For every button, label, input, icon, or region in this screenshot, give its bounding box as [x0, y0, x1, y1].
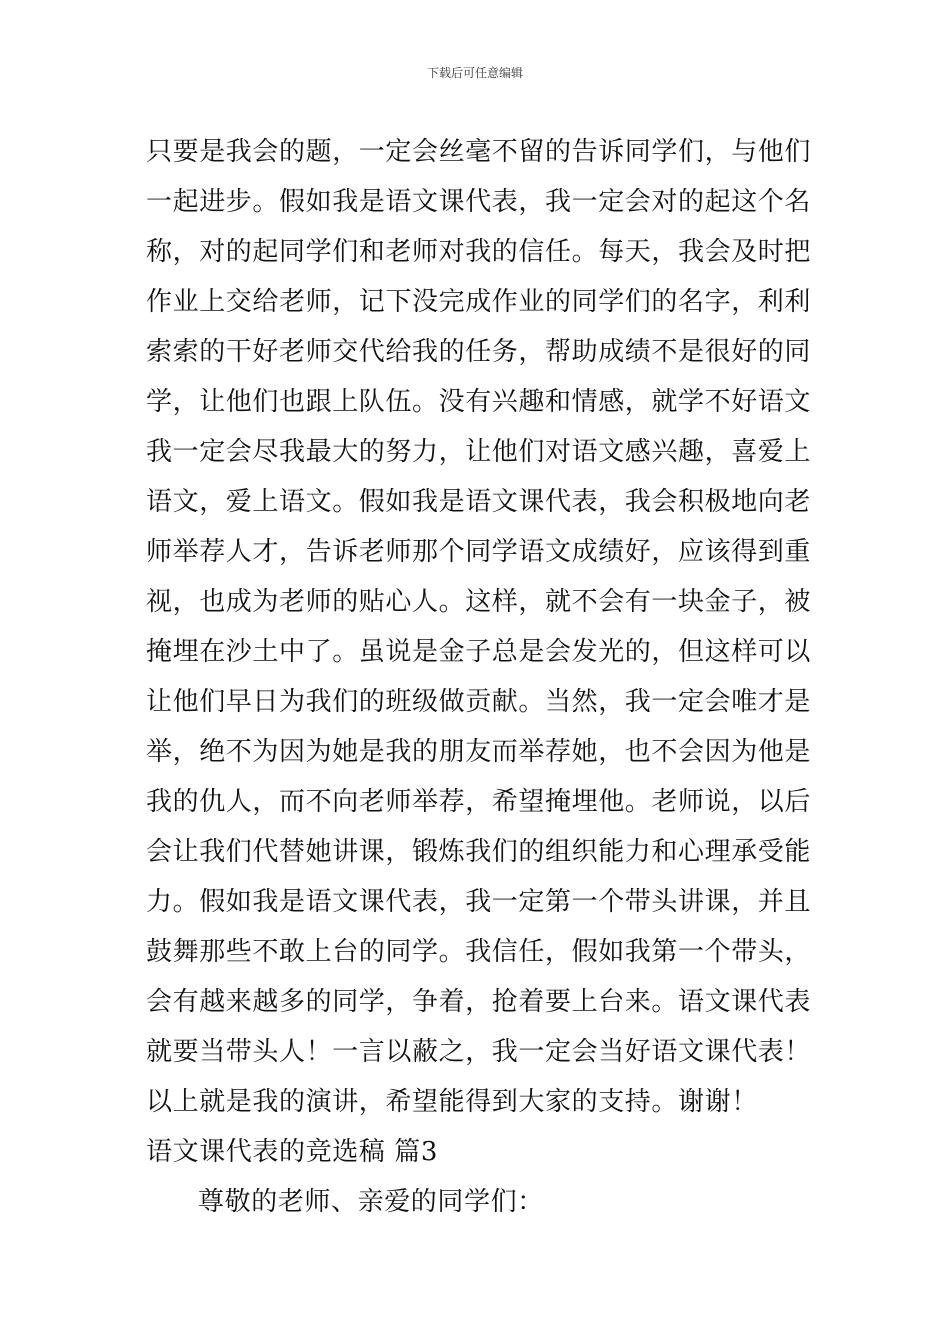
text-line-8: 语文，爱上语文。假如我是语文课代表，我会积极地向老	[146, 487, 812, 517]
text-line-18: 会有越来越多的同学，争着，抢着要上台来。语文课代表	[146, 987, 812, 1017]
text-line-4: 作业上交给老师，记下没完成作业的同学们的名字，利利	[146, 287, 812, 317]
text-line-2: 一起进步。假如我是语文课代表，我一定会对的起这个名	[146, 187, 812, 217]
text-line-5: 索索的干好老师交代给我的任务，帮助成绩不是很好的同	[146, 337, 812, 367]
salutation: 尊敬的老师、亲爱的同学们：	[198, 1187, 544, 1217]
text-line-14: 我的仇人，而不向老师举荐，希望掩埋他。老师说，以后	[146, 787, 812, 817]
text-line-13: 举，绝不为因为她是我的朋友而举荐她，也不会因为他是	[146, 737, 812, 767]
text-line-17: 鼓舞那些不敢上台的同学。我信任，假如我第一个带头，	[146, 937, 812, 967]
document-body	[146, 127, 811, 1227]
text-line-11: 掩埋在沙土中了。虽说是金子总是会发光的，但这样可以	[146, 637, 812, 667]
text-line-9: 师举荐人才，告诉老师那个同学语文成绩好，应该得到重	[146, 537, 812, 567]
text-line-16: 力。假如我是语文课代表，我一定第一个带头讲课，并且	[146, 887, 812, 917]
text-line-15: 会让我们代替她讲课，锻炼我们的组织能力和心理承受能	[146, 837, 812, 867]
page-header: 下载后可任意编辑	[426, 66, 523, 80]
text-line-3: 称，对的起同学们和老师对我的信任。每天，我会及时把	[146, 237, 812, 267]
text-line-1: 只要是我会的题，一定会丝毫不留的告诉同学们，与他们	[146, 137, 812, 167]
text-line-10: 视，也成为老师的贴心人。这样，就不会有一块金子，被	[146, 587, 812, 617]
text-line-7: 我一定会尽我最大的努力，让他们对语文感兴趣，喜爱上	[146, 437, 812, 467]
text-line-19: 就要当带头人！一言以蔽之，我一定会当好语文课代表！	[146, 1037, 812, 1067]
text-line-6: 学，让他们也跟上队伍。没有兴趣和情感，就学不好语文	[146, 387, 812, 417]
section-title: 语文课代表的竞选稿 篇3	[146, 1137, 439, 1167]
text-line-20: 以上就是我的演讲，希望能得到大家的支持。谢谢！	[146, 1087, 758, 1117]
text-line-12: 让他们早日为我们的班级做贡献。当然，我一定会唯才是	[146, 687, 812, 717]
